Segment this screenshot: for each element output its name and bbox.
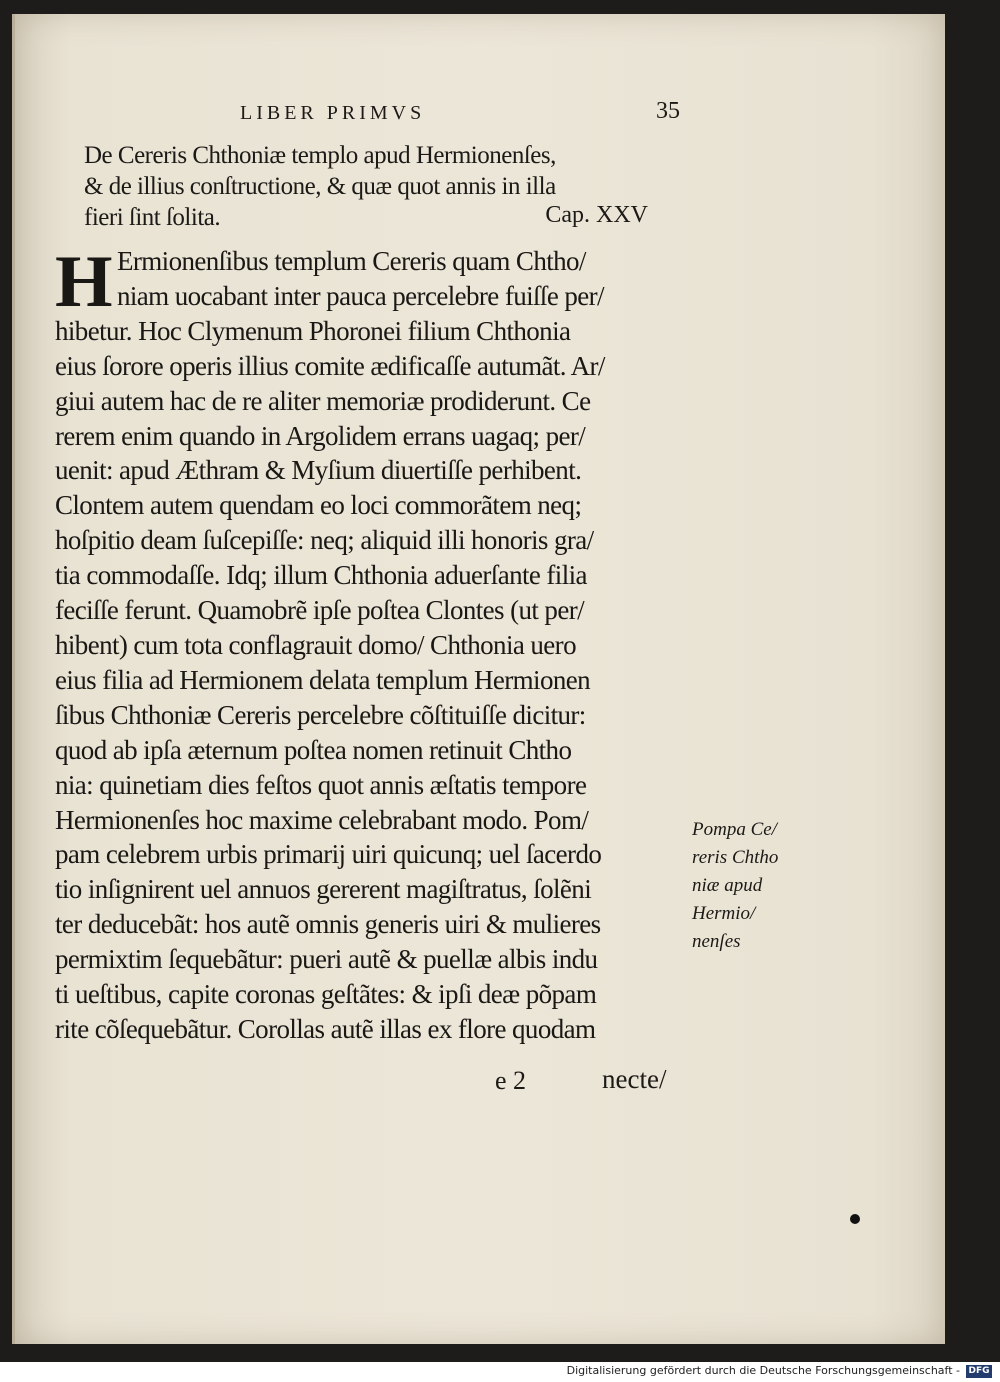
ink-spot xyxy=(850,1214,860,1224)
text-line: pam celebrem urbis primarij uiri quicunq; uel ſacerdo xyxy=(55,839,602,870)
text-line: rerem enim quando in Argolidem errans uagaq; per/ xyxy=(55,420,586,451)
marginal-line: Pompa Ce/ xyxy=(692,819,777,840)
text-line: giui autem hac de re aliter memoriæ prodiderunt. Ce xyxy=(55,385,591,416)
heading-line: De Cereris Chthoniæ templo apud Hermionenſes, xyxy=(84,142,556,169)
running-head xyxy=(200,98,690,132)
text-line: ti ueſtibus, capite coronas geſtãtes: & ipſi deæ põpam xyxy=(55,979,597,1010)
marginal-note xyxy=(692,816,812,956)
text-line: rite cõſequebãtur. Corollas autẽ illas ex flore quodam xyxy=(55,1013,596,1044)
marginal-line: reris Chtho xyxy=(692,847,779,868)
text-line: ter deducebãt: hos autẽ omnis generis uiri & mulieres xyxy=(55,909,601,940)
text-line: hoſpitio deam ſuſcepiſſe: neq; aliquid illi honoris gra/ xyxy=(55,525,594,556)
text-line: permixtim ſequebãtur: pueri autẽ & puellæ albis indu xyxy=(55,944,598,975)
marginal-line: Hermio/ xyxy=(692,903,756,924)
text-line: feciſſe ferunt. Quamobrẽ ipſe poſtea Clontes (ut per/ xyxy=(55,595,585,626)
text-line: eius filia ad Hermionem delata templum Hermionen xyxy=(55,664,591,695)
text-line: quod ab ipſa æternum poſtea nomen retinuit Chtho xyxy=(55,734,572,765)
text-line: uenit: apud Æthram & Myſium diuertiſſe perhibent. xyxy=(55,455,582,486)
signature-mark: e 2 xyxy=(495,1066,527,1095)
text-line: Clontem autem quendam eo loci commorãtem neq; xyxy=(55,490,582,521)
text-line: hibent) cum tota conflagrauit domo/ Chthonia uero xyxy=(55,629,576,660)
running-head-title: LIBER PRIMVS xyxy=(240,102,426,124)
text-line: eius ſorore operis illius comite ædificaſſe autumãt. Ar/ xyxy=(55,350,605,381)
text-line: Hermionenſes hoc maxime celebrabant modo. Pom/ xyxy=(55,804,589,835)
heading-line: fieri ſint ſolita. xyxy=(84,204,221,231)
text-line: tia commodaſſe. Idq; illum Chthonia aduerſante filia xyxy=(55,560,587,591)
drop-cap-initial: H xyxy=(55,241,113,323)
text-line: Ermionenſibus templum Cereris quam Chtho/ xyxy=(117,246,586,276)
body-text xyxy=(55,241,685,1047)
dfg-logo: DFG xyxy=(966,1365,992,1378)
chapter-number: Cap. XXV xyxy=(545,202,648,228)
text-line: hibetur. Hoc Clymenum Phoronei filium Chthonia xyxy=(55,315,571,346)
catchword: necte/ xyxy=(602,1064,667,1094)
chapter-heading xyxy=(84,140,654,233)
heading-line: & de illius conſtructione, & quæ quot annis in illa xyxy=(84,173,556,200)
text-line: nia: quinetiam dies feſtos quot annis æſtatis tempore xyxy=(55,769,587,800)
funding-notice: Digitalisierung gefördert durch die Deutsche Forschungsgemeinschaft - xyxy=(566,1364,960,1377)
text-line: ſibus Chthoniæ Cereris percelebre cõſtituiſſe dicitur: xyxy=(55,699,586,730)
footer-bar xyxy=(0,1362,1000,1382)
text-line: niam uocabant inter pauca percelebre fuiſſe per/ xyxy=(117,280,604,311)
folio-number: 35 xyxy=(656,98,680,124)
marginal-line: niæ apud xyxy=(692,875,763,896)
text-line: tio inſignirent uel annuos gererent magiſtratus, ſolẽni xyxy=(55,874,592,905)
marginal-line: nenſes xyxy=(692,931,741,952)
